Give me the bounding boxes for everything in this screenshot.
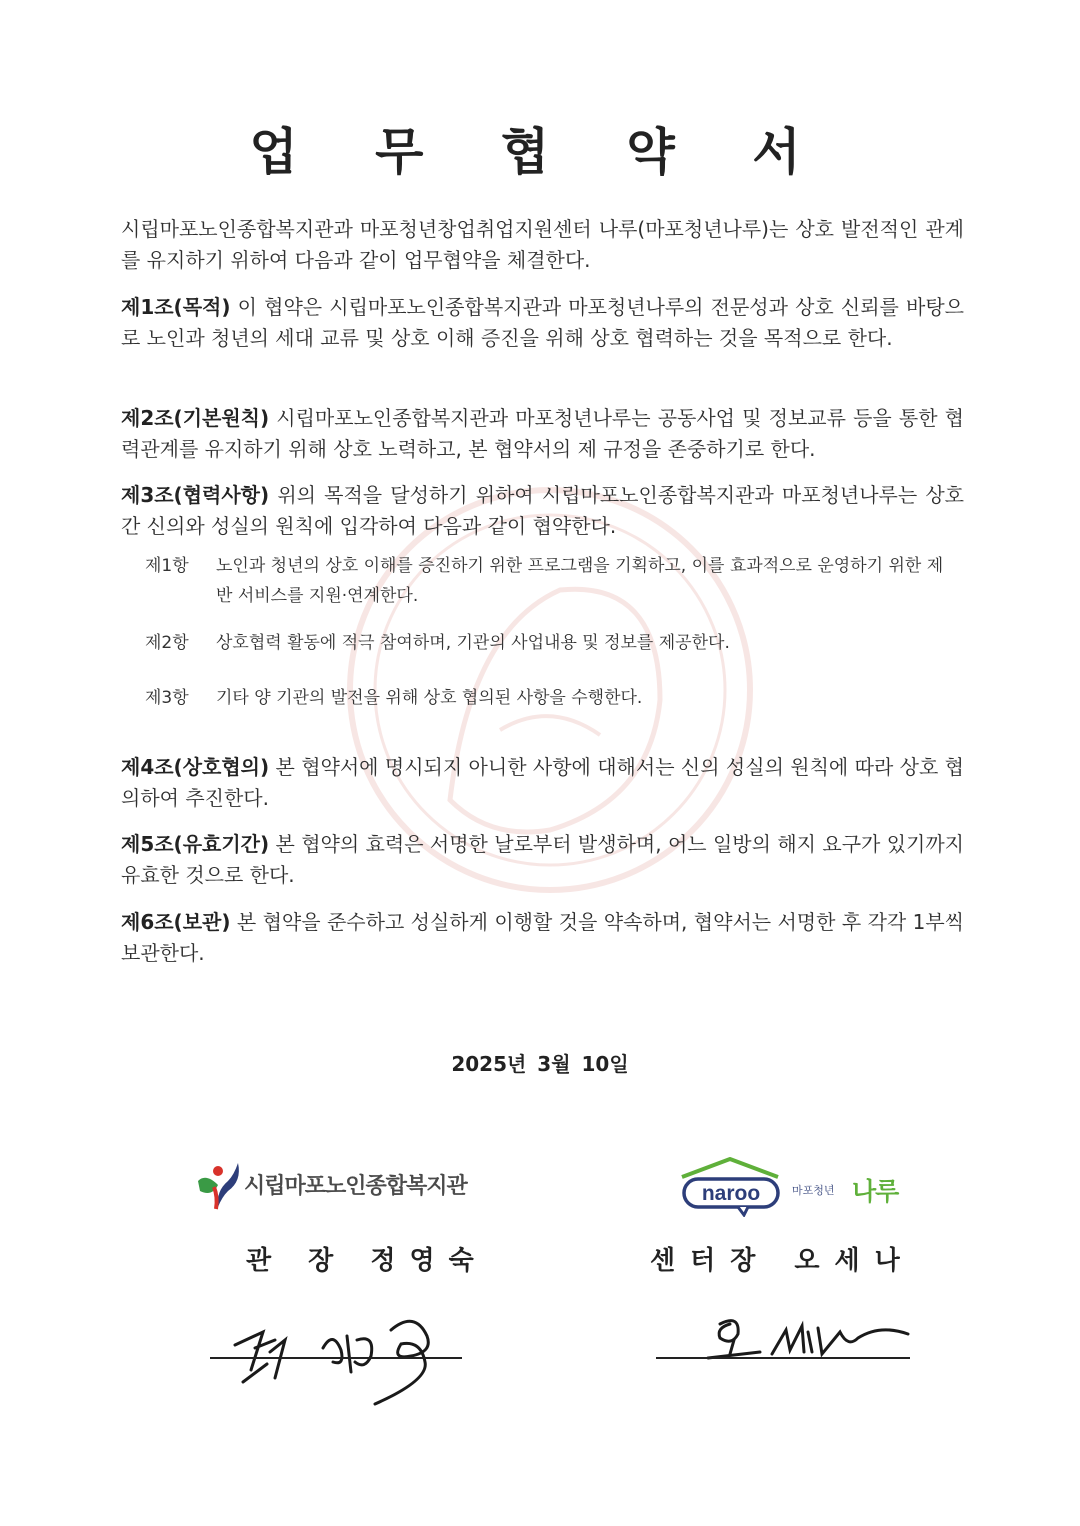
left-signature [215, 1300, 455, 1410]
article-4 [121, 752, 964, 814]
left-signer: 관 장 정영숙 [246, 1246, 488, 1276]
article-text: 이 협약은 시립마포노인종합복지관과 마포청년나루의 전문성과 상호 신뢰를 바탕으로 노인과 청년의 세대 교류 및 상호 이해 증진을 위해 상호 협력하는 것을 목적으로 한다. [121, 295, 964, 350]
article-text: 위의 목적을 달성하기 위하여 시립마포노인종합복지관과 마포청년나루는 상호간 신의와 성실의 원칙에 입각하여 다음과 같이 협약한다. [121, 483, 964, 538]
left-signature-line [210, 1357, 462, 1359]
naroo-logo-text: naroo [701, 1182, 761, 1205]
naru-logo-sub: 마포청년 [792, 1184, 835, 1197]
right-signature-line [656, 1357, 910, 1359]
agreement-date: 2025년 3월 10일 [451, 1052, 629, 1076]
clause-text: 상호협력 활동에 적극 참여하며, 기관의 사업내용 및 정보를 제공한다. [216, 633, 730, 653]
clause-number: 제3항 [145, 688, 189, 708]
article-text: 시립마포노인종합복지관과 마포청년나루는 공동사업 및 정보교류 등을 통한 협력관계를 유지하기 위해 상호 노력하고, 본 협약서의 제 규정을 존중하기로 한다. [121, 406, 964, 461]
article-text: 본 협약서에 명시되지 아니한 사항에 대해서는 신의 성실의 원칙에 따라 상호 협의하여 추진한다. [121, 755, 964, 810]
right-signer: 센터장 오세나 [650, 1246, 915, 1276]
article-text: 본 협약을 준수하고 성실하게 이행할 것을 약속하며, 협약서는 서명한 후 각각 1부씩 보관한다. [121, 910, 964, 965]
mapo-youth-naru-logo [678, 1155, 918, 1217]
naroo-house-icon [678, 1155, 784, 1217]
article-heading: 제4조(상호협의) [121, 755, 270, 779]
clause-number: 제1항 [145, 556, 189, 576]
article-heading: 제6조(보관) [121, 910, 231, 934]
article-heading: 제1조(목적) [121, 295, 231, 319]
mapo-senior-welfare-logo [192, 1157, 472, 1213]
intro-paragraph: 시립마포노인종합복지관과 마포청년창업취업지원센터 나루(마포청년나루)는 상호 발전적인 관계를 유지하기 위하여 다음과 같이 업무협약을 체결한다. [121, 217, 964, 272]
clause-text: 기타 양 기관의 발전을 위해 상호 협의된 사항을 수행한다. [216, 688, 643, 708]
article-2 [121, 403, 964, 465]
article-text: 본 협약의 효력은 서명한 날로부터 발생하며, 어느 일방의 해지 요구가 있기까지 유효한 것으로 한다. [121, 832, 964, 887]
article-heading: 제5조(유효기간) [121, 832, 270, 856]
article-heading: 제3조(협력사항) [121, 483, 270, 507]
article-3 [121, 480, 964, 542]
naru-logo-brand: 나루 [852, 1177, 899, 1206]
article-6 [121, 907, 964, 969]
senior-welfare-emblem-icon [192, 1157, 244, 1213]
article-1 [121, 292, 964, 354]
article-heading: 제2조(기본원칙) [121, 406, 270, 430]
clause-text: 노인과 청년의 상호 이해를 증진하기 위한 프로그램을 기획하고, 이를 효과적으로 운영하기 위한 제반 서비스를 지원·연계한다. [216, 556, 944, 606]
document-title: 업 무 협 약 서 [249, 123, 831, 181]
senior-welfare-org-name: 시립마포노인종합복지관 [244, 1174, 467, 1199]
article-5 [121, 829, 964, 891]
right-signature [690, 1302, 920, 1372]
clause-number: 제2항 [145, 633, 189, 653]
